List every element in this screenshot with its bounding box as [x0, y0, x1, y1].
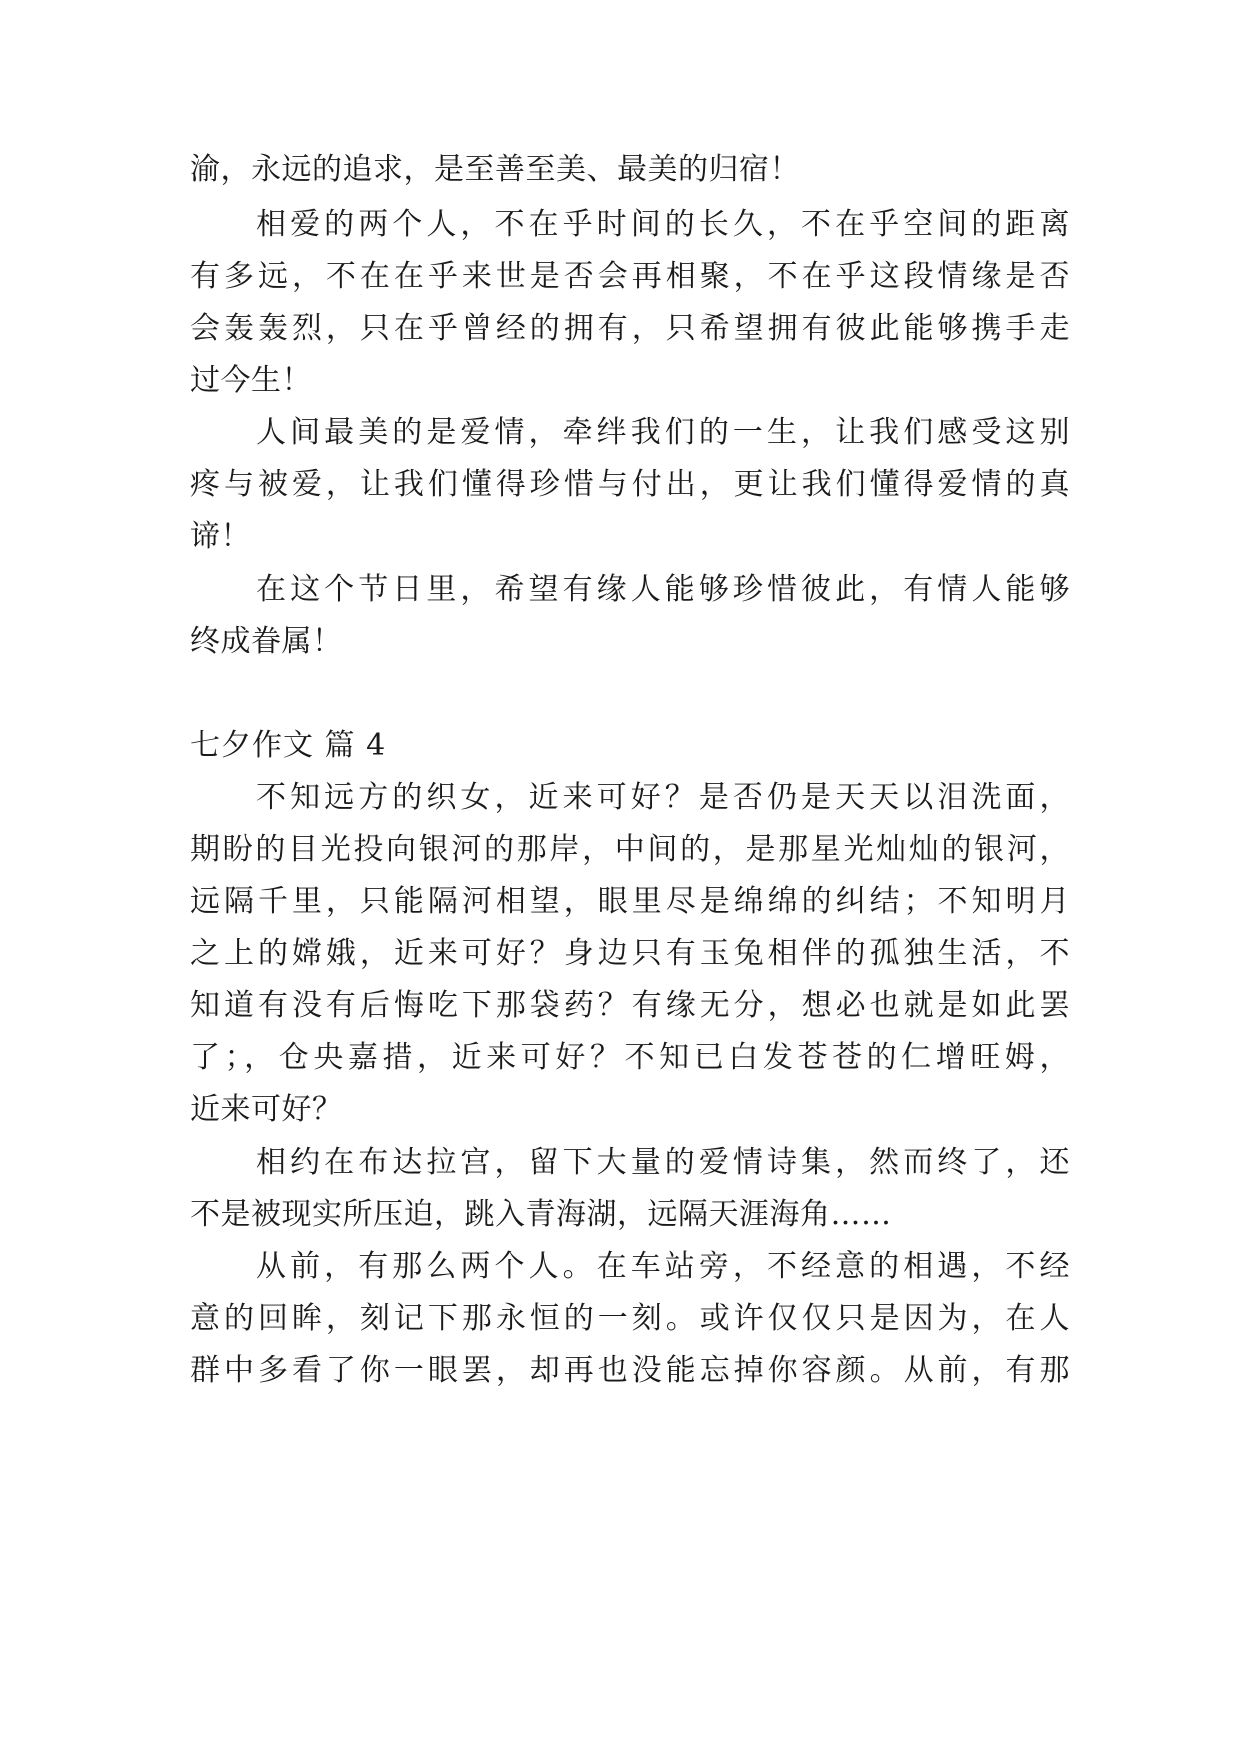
text-line: 意的回眸，刻记下那永恒的一刻。或许仅仅只是因为，在人: [190, 1301, 1070, 1336]
text-line: 知道有没有后悔吃下那袋药？有缘无分，想必也就是如此罢: [190, 988, 1070, 1023]
text-line: 有多远，不在在乎来世是否会再相聚，不在乎这段情缘是否: [190, 259, 1070, 294]
text-line: 从前，有那么两个人。在车站旁，不经意的相遇，不经: [256, 1249, 1070, 1284]
text-line: 期盼的目光投向银河的那岸，中间的，是那星光灿灿的银河，: [190, 832, 1070, 867]
text-line: 在这个节日里，希望有缘人能够珍惜彼此，有情人能够: [256, 572, 1070, 607]
text-line: 近来可好？: [190, 1092, 343, 1127]
text-line: 不是被现实所压迫，跳入青海湖，远隔天涯海角……: [190, 1197, 892, 1232]
text-line: 人间最美的是爱情，牵绊我们的一生，让我们感受这别: [256, 415, 1070, 450]
text-line: 不知远方的织女，近来可好？是否仍是天天以泪洗面，: [256, 780, 1070, 815]
text-line: 过今生！: [190, 363, 312, 398]
text-line: 会轰轰烈，只在乎曾经的拥有，只希望拥有彼此能够携手走: [190, 311, 1070, 346]
text-line: 相爱的两个人，不在乎时间的长久，不在乎空间的距离: [256, 207, 1070, 242]
text-line: 渝，永远的追求，是至善至美、最美的归宿！: [190, 152, 800, 187]
text-line: 之上的嫦娥，近来可好？身边只有玉兔相伴的孤独生活，不: [190, 936, 1070, 971]
text-line: 疼与被爱，让我们懂得珍惜与付出，更让我们懂得爱情的真: [190, 467, 1070, 502]
text-line: 终成眷属！: [190, 624, 343, 659]
text-line: 谛！: [190, 519, 251, 554]
text-line: 了；，仓央嘉措，近来可好？不知已白发苍苍的仁增旺姆，: [190, 1040, 1070, 1075]
text-line: 群中多看了你一眼罢，却再也没能忘掉你容颜。从前，有那: [190, 1353, 1070, 1388]
section-heading: 七夕作文 篇 4: [190, 728, 387, 763]
text-line: 远隔千里，只能隔河相望，眼里尽是绵绵的纠结；不知明月: [190, 884, 1070, 919]
text-line: 相约在布达拉宫，留下大量的爱情诗集，然而终了，还: [256, 1145, 1070, 1180]
